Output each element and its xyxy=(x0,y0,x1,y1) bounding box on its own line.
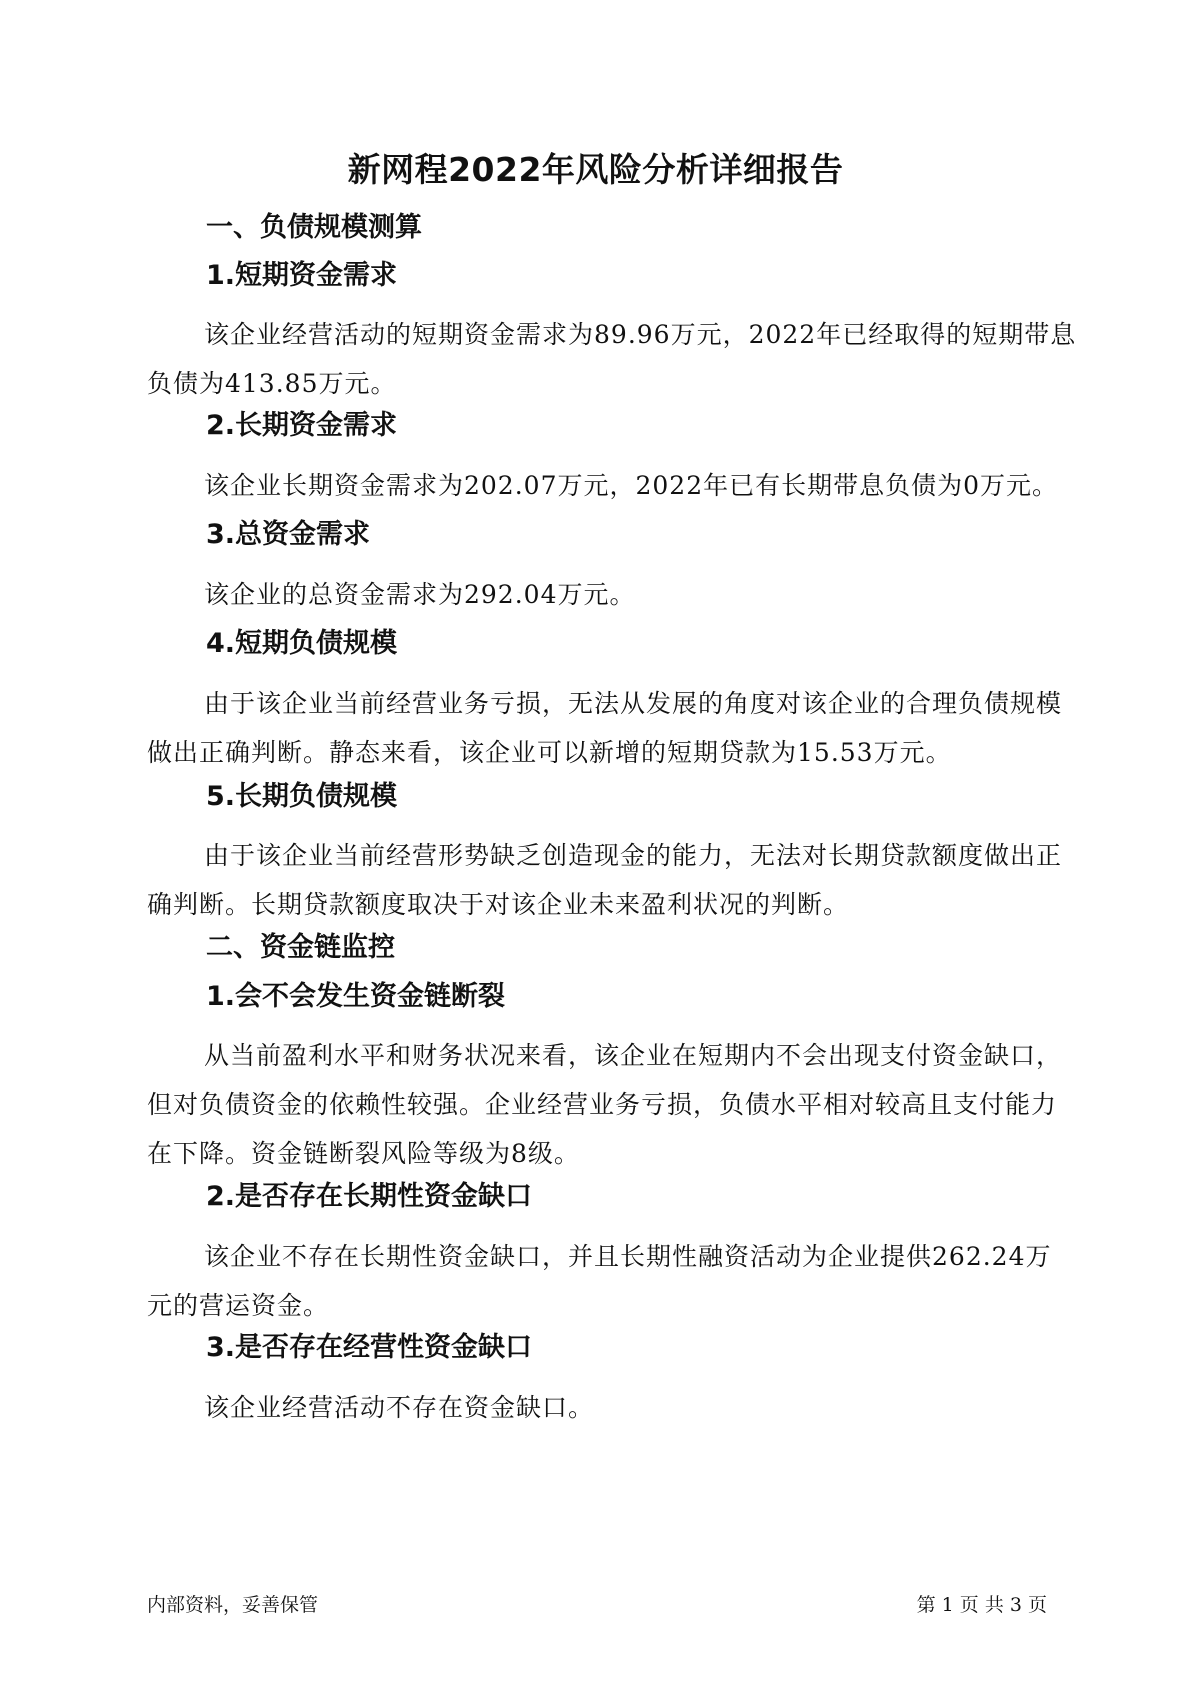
subheading-operating-gap: 3.是否存在经营性资金缺口 xyxy=(206,1332,533,1363)
paragraph-short-term-funding: 该企业经营活动的短期资金需求为89.96万元，2022年已经取得的短期带息负债为413.85万元。 xyxy=(147,320,1077,398)
subheading-long-term-funding: 2.长期资金需求 xyxy=(206,410,398,441)
document-title: 新网程2022年风险分析详细报告 xyxy=(347,150,844,189)
subheading-long-term-debt: 5.长期负债规模 xyxy=(206,781,398,812)
subheading-total-funding: 3.总资金需求 xyxy=(206,519,371,550)
subheading-short-term-debt: 4.短期负债规模 xyxy=(206,628,398,659)
paragraph-chain-break: 从当前盈利水平和财务状况来看，该企业在短期内不会出现支付资金缺口，但对负债资金的依赖性较强。企业经营业务亏损，负债水平相对较高且支付能力在下降。资金链断裂风险等级为8级。 xyxy=(147,1041,1063,1168)
paragraph-short-term-debt: 由于该企业当前经营业务亏损，无法从发展的角度对该企业的合理负债规模做出正确判断。静态来看，该企业可以新增的短期贷款为15.53万元。 xyxy=(147,689,1063,767)
subheading-chain-break: 1.会不会发生资金链断裂 xyxy=(206,981,506,1012)
section-heading-debt-scale: 一、负债规模测算 xyxy=(206,212,422,243)
paragraph-long-term-gap: 该企业不存在长期性资金缺口，并且长期性融资活动为企业提供262.24万元的营运资金。 xyxy=(147,1242,1052,1320)
footer-confidential-note: 内部资料，妥善保管 xyxy=(147,1594,319,1616)
paragraph-long-term-funding: 该企业长期资金需求为202.07万元，2022年已有长期带息负债为0万元。 xyxy=(204,471,1059,500)
paragraph-long-term-debt: 由于该企业当前经营形势缺乏创造现金的能力，无法对长期贷款额度做出正确判断。长期贷款额度取决于对该企业未来盈利状况的判断。 xyxy=(147,841,1063,919)
subheading-short-term-funding: 1.短期资金需求 xyxy=(206,260,398,291)
paragraph-total-funding: 该企业的总资金需求为292.04万元。 xyxy=(204,580,636,609)
paragraph-operating-gap: 该企业经营活动不存在资金缺口。 xyxy=(204,1393,595,1422)
footer-page-number: 第 1 页 共 3 页 xyxy=(916,1594,1047,1616)
subheading-long-term-gap: 2.是否存在长期性资金缺口 xyxy=(206,1181,533,1212)
section-heading-fund-chain: 二、资金链监控 xyxy=(206,932,395,963)
